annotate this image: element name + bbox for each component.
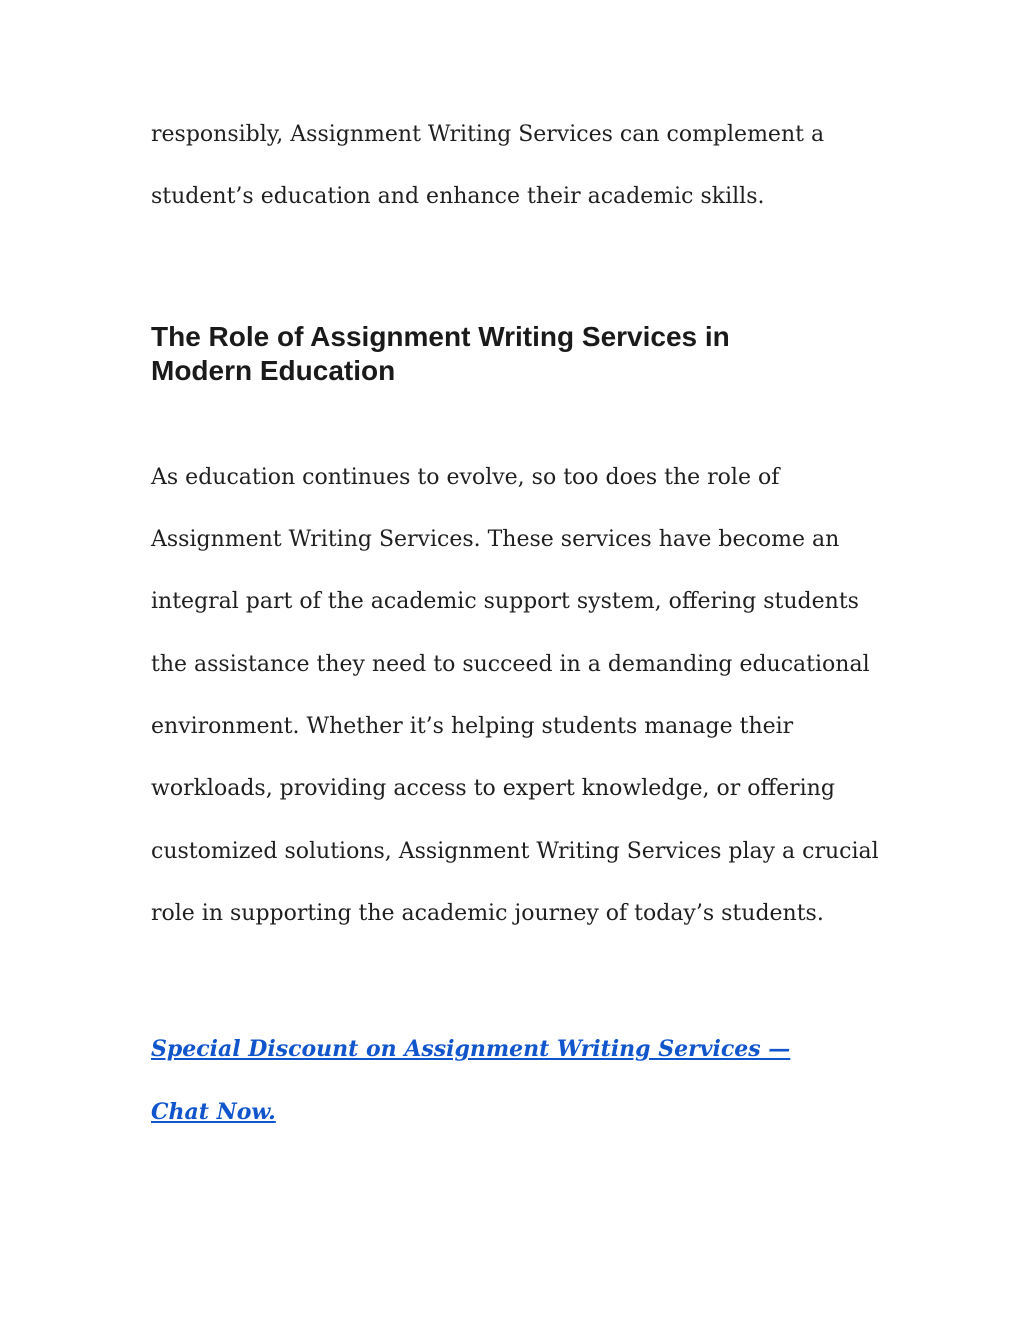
body-line-2: Assignment Writing Services. These services have become an	[151, 527, 840, 552]
body-line-8: role in supporting the academic journey of today’s students.	[151, 901, 824, 926]
section-heading-line-1: The Role of Assignment Writing Services in	[151, 321, 730, 352]
discount-link[interactable]: Special Discount on Assignment Writing Services —	[151, 1036, 791, 1062]
intro-line-1: responsibly, Assignment Writing Services can complement a	[151, 122, 825, 147]
body-line-1: As education continues to evolve, so too does the role of	[151, 465, 780, 490]
body-line-6: workloads, providing access to expert knowledge, or offering	[151, 776, 835, 801]
section-heading	[151, 320, 911, 388]
chat-now-link[interactable]: Chat Now.	[151, 1099, 276, 1125]
body-line-7: customized solutions, Assignment Writing Services play a crucial	[151, 839, 879, 864]
body-line-5: environment. Whether it’s helping students manage their	[151, 714, 794, 739]
intro-line-2: student’s education and enhance their academic skills.	[151, 184, 765, 209]
section-heading-line-2: Modern Education	[151, 355, 396, 386]
body-line-3: integral part of the academic support system, offering students	[151, 589, 859, 614]
body-line-4: the assistance they need to succeed in a demanding educational	[151, 652, 870, 677]
